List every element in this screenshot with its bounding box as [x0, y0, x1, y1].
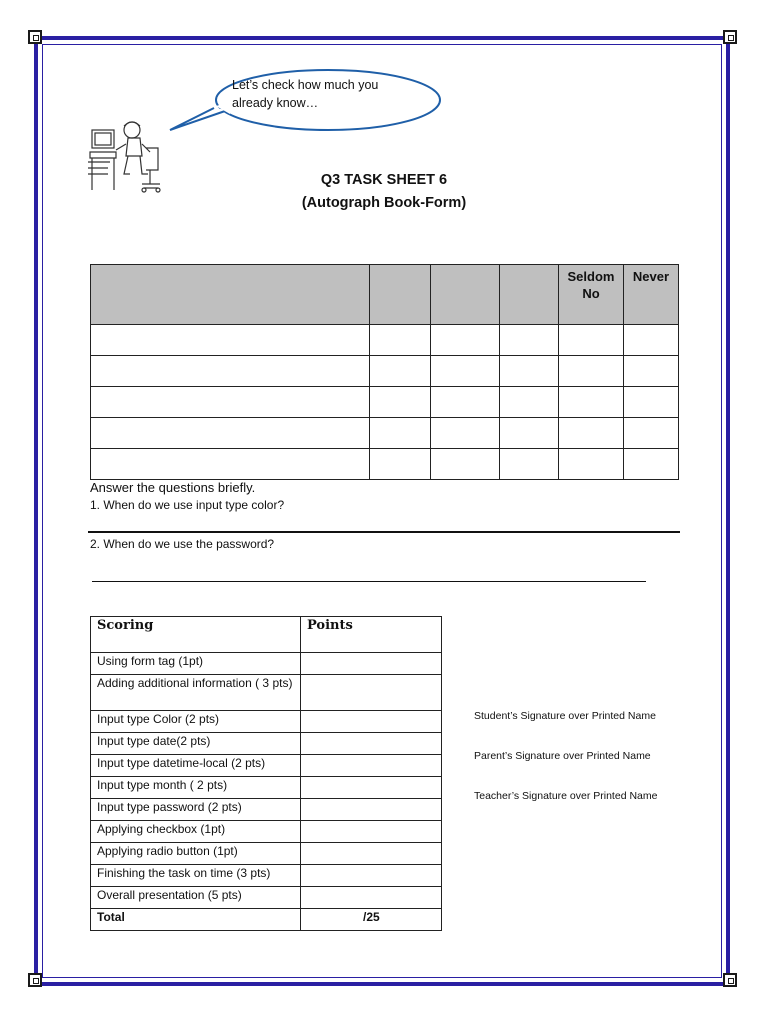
rating-cell[interactable]	[370, 356, 431, 387]
rating-cell[interactable]	[91, 325, 370, 356]
points-header: Points	[301, 617, 442, 653]
total-label: Total	[91, 909, 301, 931]
rating-cell[interactable]	[500, 387, 559, 418]
rating-cell[interactable]	[624, 325, 679, 356]
rating-cell[interactable]	[624, 418, 679, 449]
rating-cell[interactable]	[91, 449, 370, 480]
rating-cell[interactable]	[370, 325, 431, 356]
table-row	[91, 449, 679, 480]
points-cell[interactable]	[301, 777, 442, 799]
points-cell[interactable]	[301, 843, 442, 865]
rating-header-never: Never	[624, 265, 679, 325]
rating-cell[interactable]	[431, 387, 500, 418]
rating-cell[interactable]	[500, 418, 559, 449]
rating-cell[interactable]	[91, 356, 370, 387]
table-row	[91, 799, 442, 821]
table-row	[91, 865, 442, 887]
rating-cell[interactable]	[500, 449, 559, 480]
table-row	[91, 653, 442, 675]
scoring-item: Input type datetime-local (2 pts)	[91, 755, 301, 777]
questions-intro: Answer the questions briefly.	[90, 480, 256, 495]
points-cell[interactable]	[301, 799, 442, 821]
points-cell[interactable]	[301, 675, 442, 711]
rating-header-cell	[91, 265, 370, 325]
rating-cell[interactable]	[431, 449, 500, 480]
rating-header-seldom: Seldom No	[559, 265, 624, 325]
rating-cell[interactable]	[500, 325, 559, 356]
rating-cell[interactable]	[91, 387, 370, 418]
points-cell[interactable]	[301, 821, 442, 843]
scoring-item: Overall presentation (5 pts)	[91, 887, 301, 909]
rating-header-cell	[431, 265, 500, 325]
scoring-item: Input type Color (2 pts)	[91, 711, 301, 733]
rating-cell[interactable]	[431, 356, 500, 387]
page-title: Q3 TASK SHEET 6	[320, 172, 448, 188]
points-cell[interactable]	[301, 711, 442, 733]
table-row	[91, 733, 442, 755]
scoring-item: Applying checkbox (1pt)	[91, 821, 301, 843]
rating-cell[interactable]	[370, 387, 431, 418]
corner-ornament-bottom-left	[28, 973, 42, 987]
table-row	[91, 325, 679, 356]
scoring-item: Input type password (2 pts)	[91, 799, 301, 821]
corner-ornament-top-right	[723, 30, 737, 44]
rating-header-cell	[370, 265, 431, 325]
rating-header-cell	[500, 265, 559, 325]
rating-cell[interactable]	[500, 356, 559, 387]
question-1: 1. When do we use input type color?	[90, 498, 285, 512]
points-cell[interactable]	[301, 733, 442, 755]
points-cell[interactable]	[301, 887, 442, 909]
rating-cell[interactable]	[370, 449, 431, 480]
teacher-signature-label: Teacher’s Signature over Printed Name	[474, 790, 658, 802]
rating-cell[interactable]	[559, 418, 624, 449]
points-cell[interactable]	[301, 865, 442, 887]
corner-ornament-top-left	[28, 30, 42, 44]
table-row	[91, 887, 442, 909]
scoring-table	[90, 616, 442, 931]
scoring-header-row	[91, 617, 442, 653]
table-row	[91, 711, 442, 733]
points-cell[interactable]	[301, 755, 442, 777]
table-row	[91, 387, 679, 418]
scoring-item: Input type month ( 2 pts)	[91, 777, 301, 799]
table-row	[91, 843, 442, 865]
rating-cell[interactable]	[624, 449, 679, 480]
scoring-item: Adding additional information ( 3 pts)	[91, 675, 301, 711]
rating-cell[interactable]	[431, 418, 500, 449]
rating-cell[interactable]	[370, 418, 431, 449]
table-row	[91, 777, 442, 799]
rating-cell[interactable]	[624, 387, 679, 418]
points-cell[interactable]	[301, 653, 442, 675]
rating-cell[interactable]	[559, 387, 624, 418]
table-row	[91, 356, 679, 387]
rating-cell[interactable]	[431, 325, 500, 356]
table-row	[91, 418, 679, 449]
rating-cell[interactable]	[559, 356, 624, 387]
question-2: 2. When do we use the password?	[90, 537, 275, 551]
scoring-item: Using form tag (1pt)	[91, 653, 301, 675]
table-row	[91, 755, 442, 777]
scoring-item: Finishing the task on time (3 pts)	[91, 865, 301, 887]
rating-cell[interactable]	[559, 449, 624, 480]
scoring-header: Scoring	[91, 617, 301, 653]
rating-cell[interactable]	[559, 325, 624, 356]
rating-table-header-row	[91, 265, 679, 325]
rating-table	[90, 264, 679, 480]
rating-cell[interactable]	[91, 418, 370, 449]
table-row	[91, 821, 442, 843]
table-row	[91, 675, 442, 711]
student-signature-label: Student’s Signature over Printed Name	[474, 710, 656, 722]
answer-line-2[interactable]	[92, 581, 646, 582]
rating-cell[interactable]	[624, 356, 679, 387]
total-value[interactable]: /25	[301, 909, 442, 931]
scoring-item: Applying radio button (1pt)	[91, 843, 301, 865]
corner-ornament-bottom-right	[723, 973, 737, 987]
speech-bubble-text: Let’s check how much you already know…	[232, 78, 379, 110]
total-row	[91, 909, 442, 931]
answer-line-1[interactable]	[88, 531, 680, 533]
page-subtitle: (Autograph Book-Form)	[301, 195, 467, 211]
parent-signature-label: Parent’s Signature over Printed Name	[474, 750, 651, 762]
scoring-item: Input type date(2 pts)	[91, 733, 301, 755]
